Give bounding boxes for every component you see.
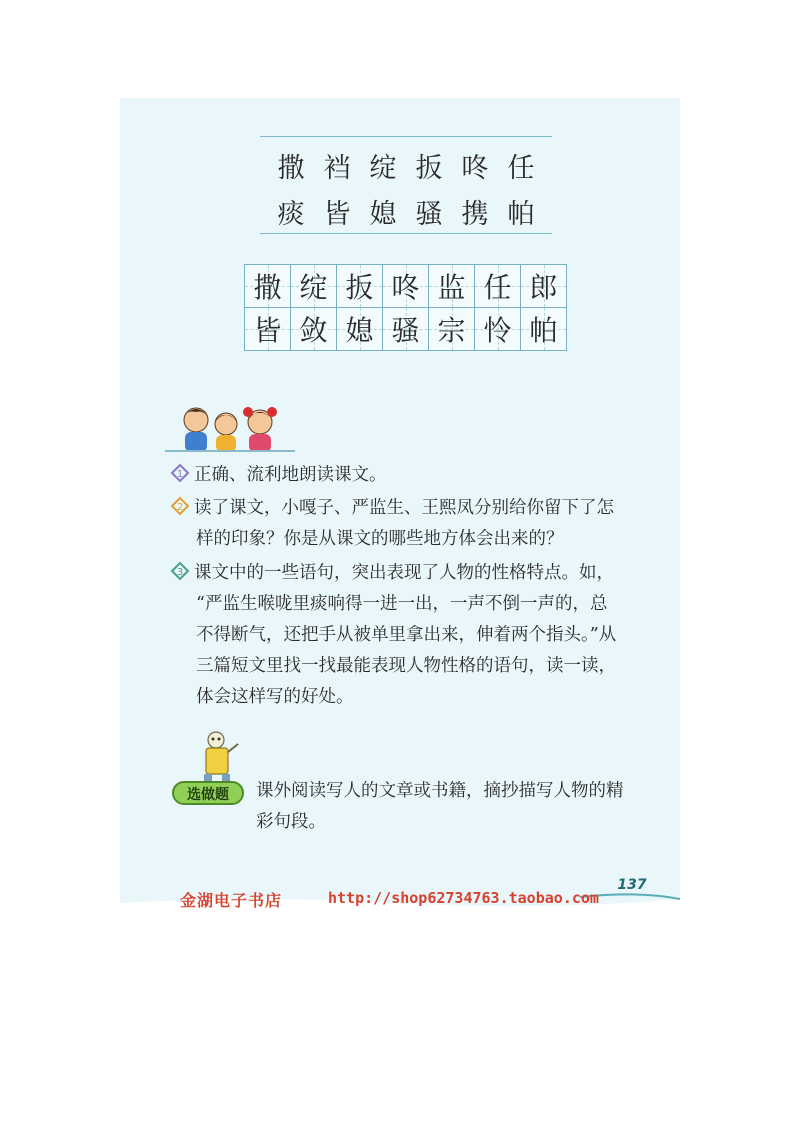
vocab-char: 任 (507, 153, 535, 184)
store-watermark: 金湖电子书店 (180, 891, 283, 910)
grid-row-1 (245, 265, 567, 308)
grid-cell: 监 (429, 265, 475, 308)
vocab-char: 扳 (415, 153, 443, 184)
exercise-text: “严监生喉咙里痰响得一进一出，一声不倒一声的，总 (196, 594, 608, 614)
exercise-text: 三篇短文里找一找最能表现人物性格的语句，读一读， (196, 656, 616, 676)
grid-cell: 敛 (291, 308, 337, 351)
vocab-char: 皆 (323, 199, 351, 230)
vocab-char: 骚 (415, 199, 443, 230)
exercise-text: 体会这样写的好处。 (196, 687, 354, 707)
character-grid (244, 264, 567, 351)
exercise-text: 不得断气，还把手从被单里拿出来，伸着两个指头。”从 (196, 625, 617, 645)
vocab-char: 帕 (507, 199, 535, 230)
grid-cell: 郎 (521, 265, 567, 308)
page-number: 137 (617, 877, 647, 893)
grid-cell: 宗 (429, 308, 475, 351)
vocab-top-rule (260, 136, 552, 137)
number-3-icon (170, 561, 190, 581)
vocabulary-box (260, 136, 552, 234)
vocab-bottom-rule (260, 233, 552, 234)
exercise-text: 课文中的一些语句，突出表现了人物的性格特点。如， (194, 563, 614, 583)
svg-text:1: 1 (176, 469, 184, 480)
grid-cell: 怜 (475, 308, 521, 351)
vocab-char: 裆 (323, 153, 351, 184)
exercise-3 (170, 558, 650, 713)
optional-task-text (256, 776, 656, 838)
vocab-row-1 (260, 146, 552, 185)
grid-cell: 媳 (337, 308, 383, 351)
grid-cell: 咚 (383, 265, 429, 308)
exercise-text: 样的印象？你是从课文的哪些地方体会出来的？ (196, 529, 564, 549)
grid-cell: 撒 (245, 265, 291, 308)
svg-text:2: 2 (176, 502, 184, 513)
vocab-row-2 (260, 192, 552, 231)
vocab-char: 痰 (277, 199, 305, 230)
optional-task-badge: 选做题 (172, 781, 244, 805)
exercise-text: 读了课文，小嘎子、严监生、王熙凤分别给你留下了怎 (194, 498, 614, 518)
vocab-char: 媳 (369, 199, 397, 230)
url-watermark: http://shop62734763.taobao.com (328, 889, 599, 907)
vocab-char: 撒 (277, 153, 305, 184)
vocab-char: 绽 (369, 153, 397, 184)
svg-text:3: 3 (176, 567, 184, 578)
grid-cell: 帕 (521, 308, 567, 351)
grid-cell: 绽 (291, 265, 337, 308)
grid-cell: 任 (475, 265, 521, 308)
exercise-1 (170, 460, 650, 491)
section-divider (165, 450, 295, 452)
grid-row-2 (245, 308, 567, 351)
number-1-icon (170, 463, 190, 483)
robot-mascot-icon (196, 730, 240, 786)
exercise-text: 正确、流利地朗读课文。 (194, 465, 387, 485)
children-illustration-icon (168, 400, 288, 454)
number-2-icon (170, 496, 190, 516)
grid-cell: 皆 (245, 308, 291, 351)
vocab-char: 咚 (461, 153, 489, 184)
grid-cell: 骚 (383, 308, 429, 351)
exercise-2 (170, 493, 650, 555)
optional-line: 彩句段。 (256, 812, 326, 832)
grid-cell: 扳 (337, 265, 383, 308)
vocab-char: 携 (461, 199, 489, 230)
textbook-page (120, 98, 680, 913)
optional-line: 课外阅读写人的文章或书籍，摘抄描写人物的精 (256, 781, 624, 801)
